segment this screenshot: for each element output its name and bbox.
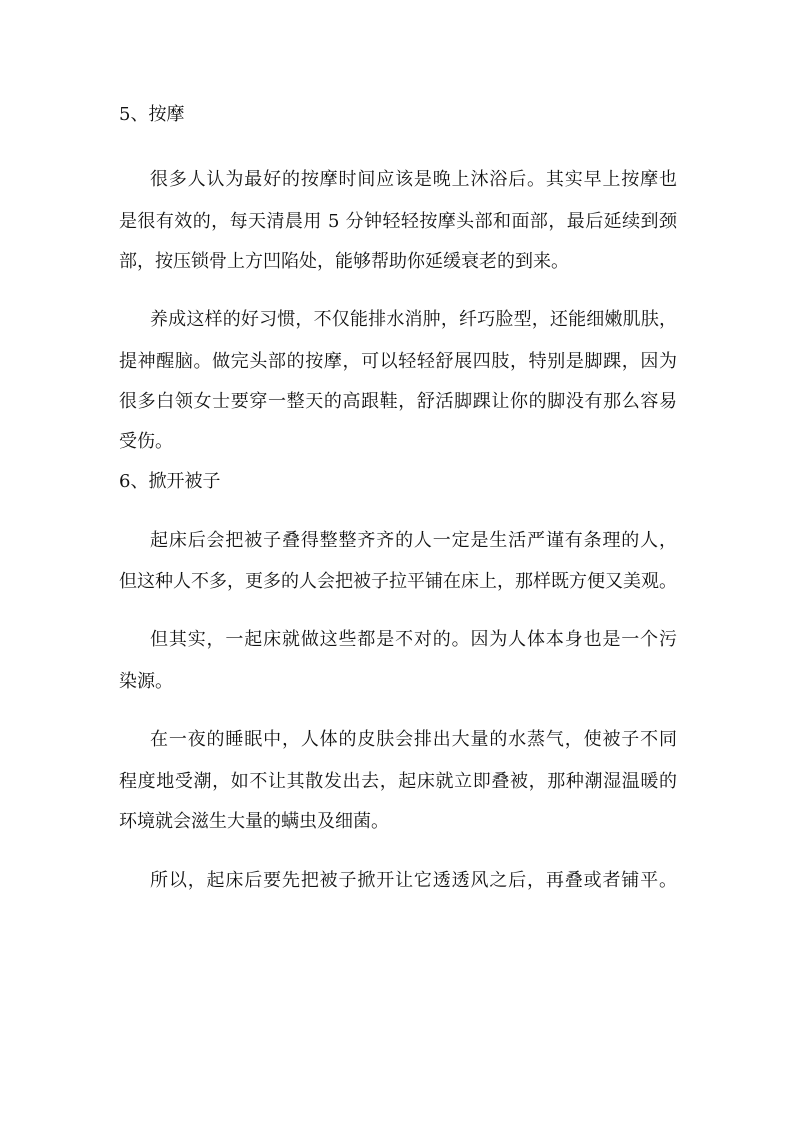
section-heading: 5、按摩 xyxy=(119,104,185,125)
paragraph-line: 很多白领女士要穿一整天的高跟鞋，舒活脚踝让你的脚没有那么容易 xyxy=(119,391,677,412)
section-heading: 6、掀开被子 xyxy=(119,471,221,492)
paragraph-line: 很多人认为最好的按摩时间应该是晚上沐浴后。其实早上按摩也 xyxy=(150,169,677,190)
paragraph-line: 受伤。 xyxy=(119,431,173,452)
paragraph-line: 提神醒脑。做完头部的按摩，可以轻轻舒展四肢，特别是脚踝，因为 xyxy=(119,351,677,372)
paragraph-line: 在一夜的睡眠中，人体的皮肤会排出大量的水蒸气，使被子不同 xyxy=(150,729,677,750)
paragraph-line: 部，按压锁骨上方凹陷处，能够帮助你延缓衰老的到来。 xyxy=(119,251,569,272)
paragraph-line: 环境就会滋生大量的螨虫及细菌。 xyxy=(119,811,389,832)
paragraph-line: 养成这样的好习惯，不仅能排水消肿，纤巧脸型，还能细嫩肌肤， xyxy=(150,309,677,330)
paragraph-line: 程度地受潮，如不让其散发出去，起床就立即叠被，那种潮湿温暖的 xyxy=(119,771,677,792)
paragraph-line: 但其实，一起床就做这些都是不对的。因为人体本身也是一个污 xyxy=(150,629,677,650)
paragraph-line: 起床后会把被子叠得整整齐齐的人一定是生活严谨有条理的人， xyxy=(150,530,677,551)
paragraph-line: 染源。 xyxy=(119,671,173,692)
paragraph-line: 但这种人不多，更多的人会把被子拉平铺在床上，那样既方便又美观。 xyxy=(119,571,677,592)
paragraph-line: 所以，起床后要先把被子掀开让它透透风之后，再叠或者铺平。 xyxy=(150,870,677,891)
paragraph-line: 是很有效的，每天清晨用 5 分钟轻轻按摩头部和面部，最后延续到颈 xyxy=(119,211,677,232)
